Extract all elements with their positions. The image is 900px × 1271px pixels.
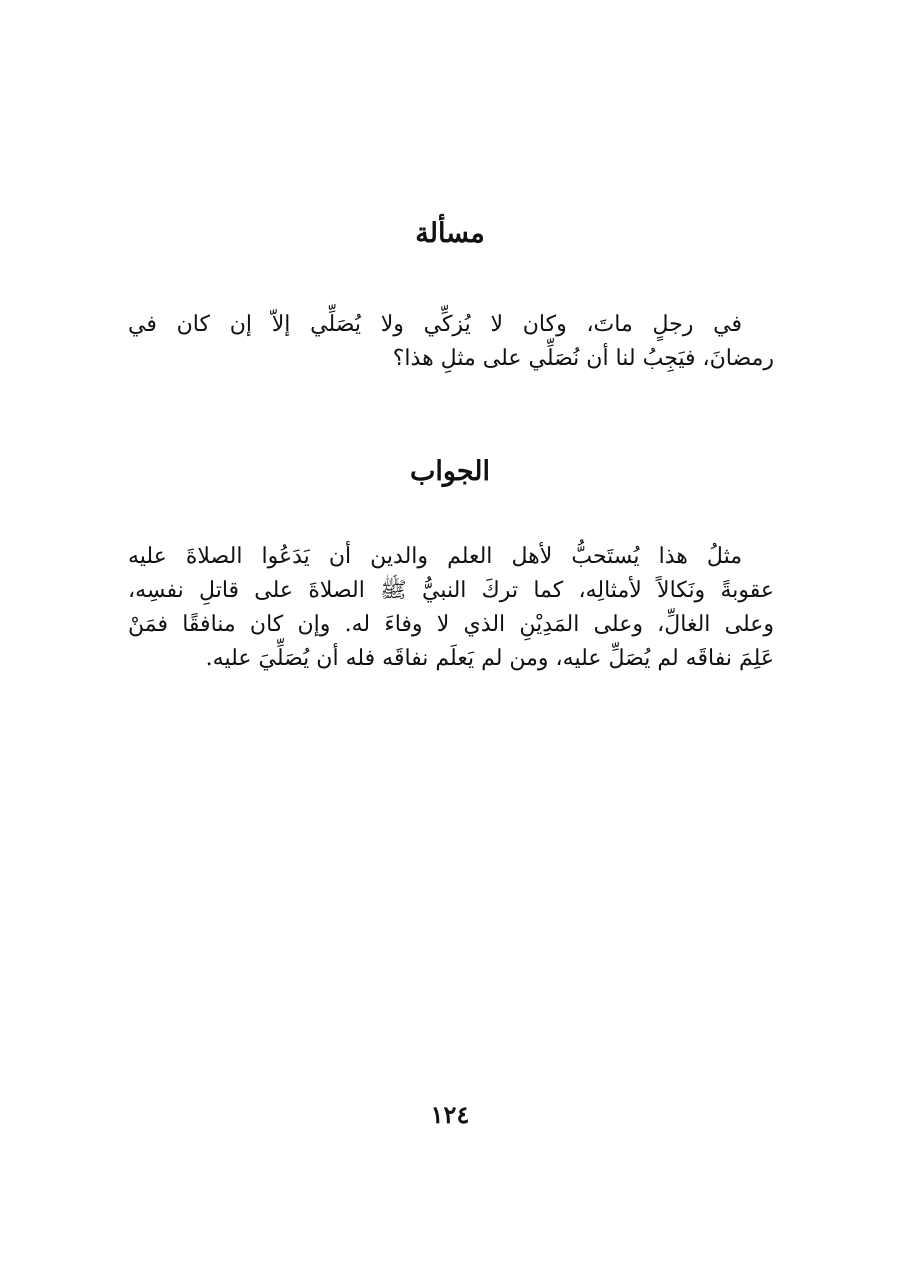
page-number: ١٢٤ xyxy=(430,1100,470,1129)
question-line: رمضانَ، فيَجِبُ لنا أن نُصَلِّي على مثلِ هذا؟ xyxy=(392,346,774,371)
question-heading: مسألة xyxy=(415,218,485,249)
answer-heading: الجواب xyxy=(409,456,491,487)
answer-line: عَلِمَ نفاقَه لم يُصَلِّ عليه، ومن لم يَعلَم نفاقَه فله أن يُصَلِّيَ عليه. xyxy=(205,646,774,671)
answer-line: وعلى الغالِّ، وعلى المَدِيْنِ الذي لا وفاءَ له. وإن كان منافقًا فمَنْ xyxy=(128,612,775,637)
answer-line: عقوبةً ونَكالاً لأمثالِه، كما تركَ النبيُّ ﷺ الصلاةَ على قاتلِ نفسِه، xyxy=(128,578,774,603)
question-line: في رجلٍ ماتَ، وكان لا يُزكِّي ولا يُصَلِّي إلاّ إن كان في xyxy=(128,312,742,337)
answer-line: مثلُ هذا يُستَحبُّ لأهل العلم والدين أن يَدَعُوا الصلاةَ عليه xyxy=(128,544,742,569)
answer-paragraph xyxy=(128,540,774,676)
question-paragraph xyxy=(128,308,774,376)
